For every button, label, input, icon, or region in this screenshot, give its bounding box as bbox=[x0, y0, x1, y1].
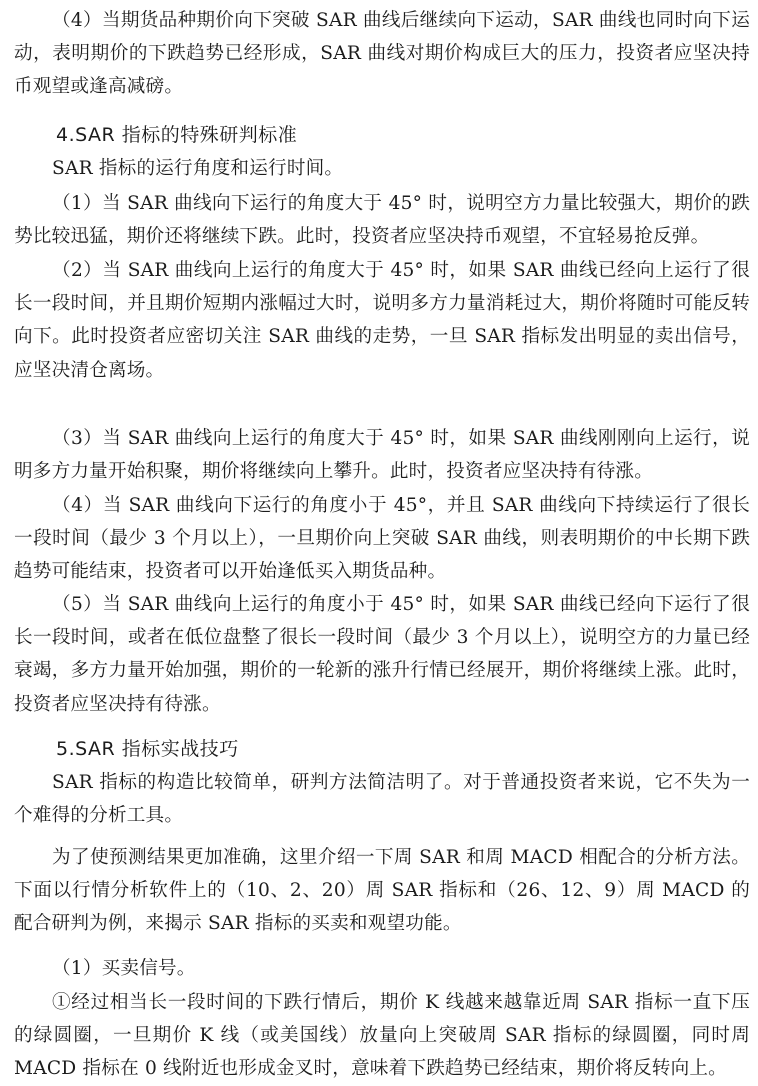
section-heading-practical-skills: 5.SAR 指标实战技巧 bbox=[56, 738, 239, 760]
paragraph-signal-1: ①经过相当长一段时间的下跌行情后，期价 K 线越来越靠近周 SAR 指标一直下压的绿圆圈，一旦期价 K 线（或美国线）放量向上突破周 SAR 指标的绿圆圈，同时周 MACD 指标在 0 线附近也形成金叉时，意味着下跌趋势已经结束，期价将反转向上。 bbox=[14, 992, 750, 1080]
paragraph-intro-angle-time: SAR 指标的运行角度和运行时间。 bbox=[52, 158, 344, 179]
paragraph-5-up-angle-small: （5）当 SAR 曲线向上运行的角度小于 45° 时，如果 SAR 曲线已经向下运行了很长一段时间，或者在低位盘整了很长一段时间（最少 3 个月以上），说明空方的力量已经衰竭，多方力量开始加强，期价的一轮新的涨升行情已经展开，期价将继续上涨。此时，投资者应坚决持有待涨。 bbox=[14, 594, 750, 715]
paragraph-sar-simple: SAR 指标的构造比较简单，研判方法简洁明了。对于普通投资者来说，它不失为一个难得的分析工具。 bbox=[14, 772, 750, 827]
paragraph-4-downtrend: （4）当期货品种期价向下突破 SAR 曲线后继续向下运动，SAR 曲线也同时向下运动，表明期价的下跌趋势已经形成，SAR 曲线对期价构成巨大的压力，投资者应坚决持币观望或逢高减磅。 bbox=[14, 10, 750, 98]
paragraph-weekly-sar-macd: 为了使预测结果更加准确，这里介绍一下周 SAR 和周 MACD 相配合的分析方法。下面以行情分析软件上的（10、2、20）周 SAR 指标和（26、12、9）周 MACD 的配合研判为例，来揭示 SAR 指标的买卖和观望功能。 bbox=[14, 847, 750, 935]
paragraph-2-up-angle: （2）当 SAR 曲线向上运行的角度大于 45° 时，如果 SAR 曲线已经向上运行了很长一段时间，并且期价短期内涨幅过大时，说明多方力量消耗过大，期价将随时可能反转向下。此时投资者应密切关注 SAR 曲线的走势，一旦 SAR 指标发出明显的卖出信号，应坚决清仓离场。 bbox=[14, 260, 750, 381]
paragraph-1-down-angle: （1）当 SAR 曲线向下运行的角度大于 45° 时，说明空方力量比较强大，期价的跌势比较迅猛，期价还将继续下跌。此时，投资者应坚决持币观望，不宜轻易抢反弹。 bbox=[14, 193, 750, 248]
paragraph-3-up-angle-start: （3）当 SAR 曲线向上运行的角度大于 45° 时，如果 SAR 曲线刚刚向上运行，说明多方力量开始积聚，期价将继续向上攀升。此时，投资者应坚决持有待涨。 bbox=[14, 428, 750, 483]
paragraph-buy-sell-signal: （1）买卖信号。 bbox=[52, 958, 196, 979]
paragraph-4-down-angle-small: （4）当 SAR 曲线向下运行的角度小于 45°，并且 SAR 曲线向下持续运行了很长一段时间（最少 3 个月以上），一旦期价向上突破 SAR 曲线，则表明期价的中长期下跌趋势可能结束，投资者可以开始逢低买入期货品种。 bbox=[14, 495, 750, 583]
section-heading-special-criteria: 4.SAR 指标的特殊研判标准 bbox=[56, 124, 298, 146]
